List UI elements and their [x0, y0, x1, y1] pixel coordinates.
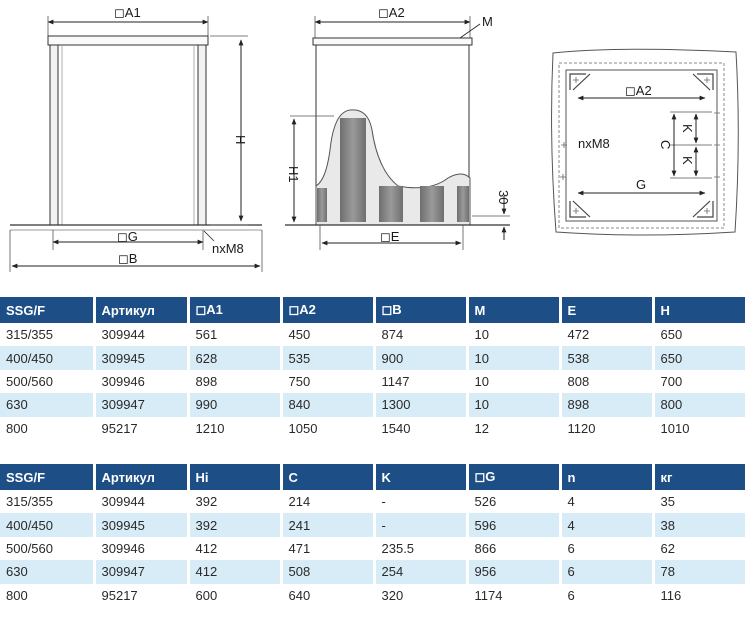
table-cell: 900 — [374, 346, 467, 369]
table-cell: 1300 — [374, 393, 467, 416]
column-header: ◻G — [467, 464, 560, 490]
table-cell: 866 — [467, 537, 560, 560]
table-row — [0, 417, 746, 440]
table-row — [0, 490, 746, 513]
column-header: Hi — [188, 464, 281, 490]
table-cell: 309944 — [94, 323, 188, 346]
table-cell: 700 — [653, 370, 746, 393]
side-view — [285, 5, 511, 250]
table-cell: 95217 — [94, 584, 188, 607]
table-cell: 1050 — [281, 417, 374, 440]
table-cell: 309947 — [94, 393, 188, 416]
column-header: SSG/F — [0, 464, 94, 490]
table-cell: 800 — [653, 393, 746, 416]
table-cell: 6 — [560, 537, 653, 560]
table-cell: 650 — [653, 346, 746, 369]
table-cell: 628 — [188, 346, 281, 369]
table-cell: 35 — [653, 490, 746, 513]
table-cell: 400/450 — [0, 513, 94, 536]
column-header: E — [560, 297, 653, 323]
table-cell: 1210 — [188, 417, 281, 440]
table-cell: 4 — [560, 513, 653, 536]
table-cell: 309945 — [94, 346, 188, 369]
top-g-label: G — [636, 177, 647, 192]
table-cell: 309945 — [94, 513, 188, 536]
table-cell: 116 — [653, 584, 746, 607]
table-cell: 508 — [281, 560, 374, 583]
table-cell: 6 — [560, 560, 653, 583]
table-cell: 800 — [0, 584, 94, 607]
table-row — [0, 537, 746, 560]
table-cell: 315/355 — [0, 323, 94, 346]
table-cell: 1120 — [560, 417, 653, 440]
side-30-label: 30 — [496, 190, 511, 205]
top-view — [552, 49, 739, 235]
table-cell: 6 — [560, 584, 653, 607]
table-cell: - — [374, 513, 467, 536]
table-cell: 309946 — [94, 537, 188, 560]
table-cell: 650 — [653, 323, 746, 346]
table-cell: 254 — [374, 560, 467, 583]
table-cell: 956 — [467, 560, 560, 583]
dimensions-table-2 — [0, 464, 746, 607]
column-header: SSG/F — [0, 297, 94, 323]
table-row — [0, 560, 746, 583]
side-e-label: ◻E — [380, 229, 400, 244]
column-header: ◻A1 — [188, 297, 281, 323]
column-header: C — [281, 464, 374, 490]
table-cell: 535 — [281, 346, 374, 369]
table-cell: 309946 — [94, 370, 188, 393]
top-c-label: C — [658, 140, 673, 150]
table-header-row — [0, 297, 746, 323]
table-cell: 450 — [281, 323, 374, 346]
table-cell: 62 — [653, 537, 746, 560]
table-cell: 1010 — [653, 417, 746, 440]
table-cell: 320 — [374, 584, 467, 607]
table-cell: 471 — [281, 537, 374, 560]
table-row — [0, 370, 746, 393]
table-cell: 10 — [467, 370, 560, 393]
table-cell: 898 — [188, 370, 281, 393]
top-k2-label: K — [680, 156, 695, 165]
column-header: ◻A2 — [281, 297, 374, 323]
table-cell: 235.5 — [374, 537, 467, 560]
top-a2-label: ◻A2 — [625, 83, 652, 98]
table-cell: 640 — [281, 584, 374, 607]
table-cell: 874 — [374, 323, 467, 346]
table-cell: 392 — [188, 513, 281, 536]
table-cell: 596 — [467, 513, 560, 536]
table-cell: 78 — [653, 560, 746, 583]
table-cell: 750 — [281, 370, 374, 393]
table-cell: 1540 — [374, 417, 467, 440]
table-row — [0, 346, 746, 369]
table-cell: 800 — [0, 417, 94, 440]
table-cell: 561 — [188, 323, 281, 346]
table-cell: 38 — [653, 513, 746, 536]
front-nxm8-label: nxM8 — [212, 241, 244, 256]
top-nxm8-label: nxM8 — [578, 136, 610, 151]
column-header: Артикул — [94, 464, 188, 490]
table-cell: 12 — [467, 417, 560, 440]
table-cell: 500/560 — [0, 537, 94, 560]
table-cell: 472 — [560, 323, 653, 346]
table-cell: - — [374, 490, 467, 513]
column-header: Артикул — [94, 297, 188, 323]
table-row — [0, 584, 746, 607]
table-cell: 990 — [188, 393, 281, 416]
table-cell: 808 — [560, 370, 653, 393]
table-cell: 1174 — [467, 584, 560, 607]
table-cell: 840 — [281, 393, 374, 416]
table-row — [0, 393, 746, 416]
column-header: H — [653, 297, 746, 323]
side-a2-label: ◻A2 — [378, 5, 405, 20]
table-cell: 526 — [467, 490, 560, 513]
table-cell: 10 — [467, 346, 560, 369]
table-cell: 10 — [467, 323, 560, 346]
top-k1-label: K — [680, 124, 695, 133]
side-h1-label: H1 — [286, 166, 301, 183]
column-header: n — [560, 464, 653, 490]
table-cell: 392 — [188, 490, 281, 513]
table-cell: 400/450 — [0, 346, 94, 369]
table-cell: 10 — [467, 393, 560, 416]
dimensions-table-1 — [0, 297, 746, 440]
table-row — [0, 323, 746, 346]
table-cell: 315/355 — [0, 490, 94, 513]
column-header: ◻B — [374, 297, 467, 323]
front-b-label: ◻B — [118, 251, 138, 266]
table-cell: 600 — [188, 584, 281, 607]
table-cell: 1147 — [374, 370, 467, 393]
table-cell: 538 — [560, 346, 653, 369]
dimension-drawings — [0, 0, 746, 290]
table-cell: 630 — [0, 560, 94, 583]
table-cell: 309944 — [94, 490, 188, 513]
column-header: M — [467, 297, 560, 323]
table-cell: 412 — [188, 560, 281, 583]
side-m-label: M — [482, 14, 493, 29]
table-cell: 95217 — [94, 417, 188, 440]
table-cell: 500/560 — [0, 370, 94, 393]
table-cell: 898 — [560, 393, 653, 416]
table-cell: 412 — [188, 537, 281, 560]
front-a1-label: ◻A1 — [114, 5, 141, 20]
column-header: K — [374, 464, 467, 490]
table-cell: 241 — [281, 513, 374, 536]
table-cell: 309947 — [94, 560, 188, 583]
front-h-label: H — [233, 135, 248, 145]
front-view — [10, 5, 262, 272]
front-g-label: ◻G — [117, 229, 138, 244]
column-header: кг — [653, 464, 746, 490]
table-cell: 630 — [0, 393, 94, 416]
table-header-row — [0, 464, 746, 490]
table-cell: 214 — [281, 490, 374, 513]
table-row — [0, 513, 746, 536]
table-cell: 4 — [560, 490, 653, 513]
